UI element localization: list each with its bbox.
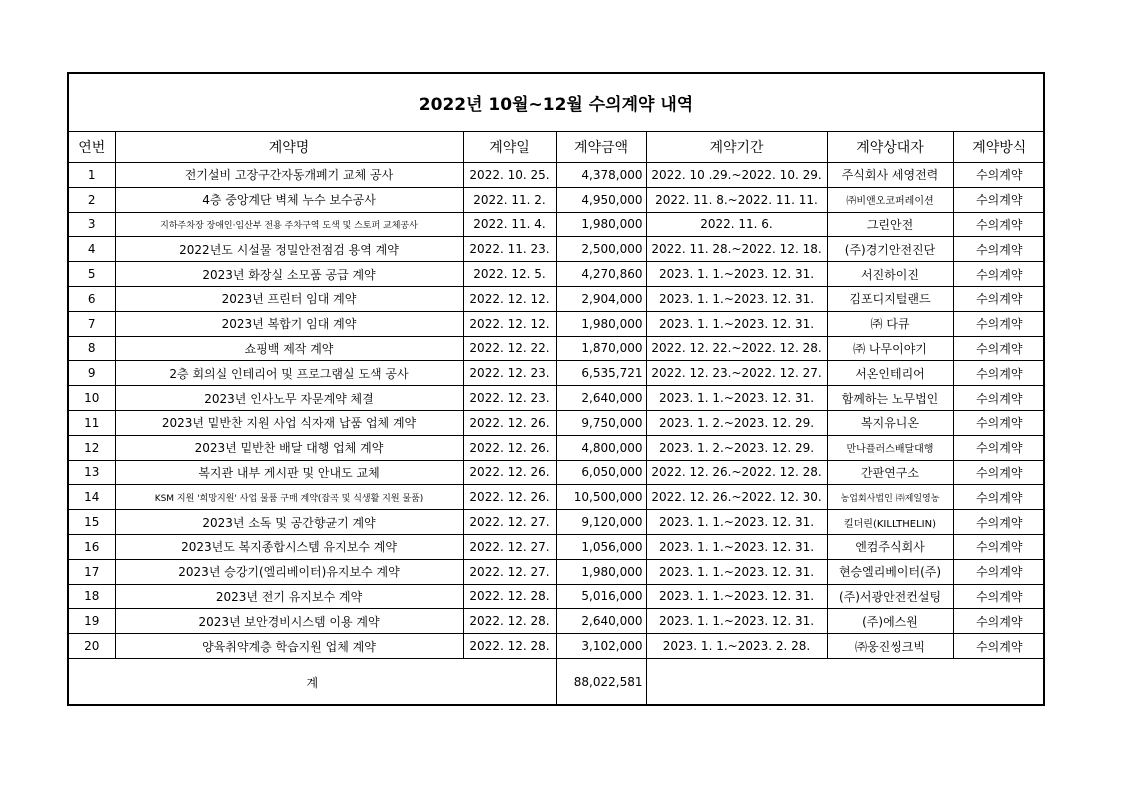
table-row [69,187,1045,212]
table-row [69,262,1045,287]
header-no: 연번 [69,132,115,163]
cell-party: 킬더린(KILLTHELIN) [827,510,953,535]
table-row [69,386,1045,411]
cell-amount: 1,980,000 [556,212,646,237]
cell-party: 엔컴주식회사 [827,534,953,559]
cell-date: 2022. 12. 26. [463,485,556,510]
table-row [69,410,1045,435]
cell-method: 수의계약 [953,485,1045,510]
cell-name: 쇼핑백 제작 계약 [115,336,463,361]
cell-no: 17 [69,559,115,584]
cell-name: 2023년 프린터 임대 계약 [115,286,463,311]
cell-date: 2022. 11. 4. [463,212,556,237]
table-row [69,510,1045,535]
cell-method: 수의계약 [953,559,1045,584]
cell-no: 1 [69,163,115,188]
header-period: 계약기간 [646,132,827,163]
cell-date: 2022. 12. 26. [463,435,556,460]
table-row [69,460,1045,485]
header-party: 계약상대자 [827,132,953,163]
cell-amount: 6,050,000 [556,460,646,485]
cell-name: 2023년 인사노무 자문계약 체결 [115,386,463,411]
cell-method: 수의계약 [953,286,1045,311]
cell-name: 양육취약계층 학습지원 업체 계약 [115,634,463,659]
cell-no: 4 [69,237,115,262]
cell-party: 현승엘리베이터(주) [827,559,953,584]
cell-period: 2022. 11. 28.~2022. 12. 18. [646,237,827,262]
cell-no: 14 [69,485,115,510]
cell-party: ㈜웅진씽크빅 [827,634,953,659]
table-row [69,311,1045,336]
cell-no: 11 [69,410,115,435]
cell-amount: 4,800,000 [556,435,646,460]
cell-no: 9 [69,361,115,386]
cell-no: 2 [69,187,115,212]
cell-date: 2022. 12. 28. [463,609,556,634]
cell-name: 전기설비 고장구간자동개폐기 교체 공사 [115,163,463,188]
cell-party: 김포디지털랜드 [827,286,953,311]
cell-party: (주)에스원 [827,609,953,634]
cell-period: 2022. 12. 22.~2022. 12. 28. [646,336,827,361]
cell-method: 수의계약 [953,361,1045,386]
table-row [69,237,1045,262]
cell-method: 수의계약 [953,609,1045,634]
cell-date: 2022. 12. 26. [463,460,556,485]
cell-amount: 1,980,000 [556,559,646,584]
cell-date: 2022. 12. 23. [463,361,556,386]
table-row [69,212,1045,237]
cell-period: 2023. 1. 1.~2023. 12. 31. [646,584,827,609]
cell-date: 2022. 12. 12. [463,311,556,336]
cell-name: 2023년 밑반찬 지원 사업 식자재 납품 업체 계약 [115,410,463,435]
cell-amount: 2,500,000 [556,237,646,262]
cell-name: 지하주차장 장애인·임산부 전용 주차구역 도색 및 스토퍼 교체공사 [115,212,463,237]
cell-name: 2023년 복합기 임대 계약 [115,311,463,336]
contract-sheet [67,72,1045,706]
cell-method: 수의계약 [953,262,1045,287]
contracts-table [69,132,1045,706]
cell-party: (주)경기안전진단 [827,237,953,262]
cell-method: 수의계약 [953,336,1045,361]
cell-method: 수의계약 [953,212,1045,237]
total-label: 계 [69,658,556,706]
cell-period: 2022. 11. 6. [646,212,827,237]
cell-no: 5 [69,262,115,287]
cell-date: 2022. 11. 2. [463,187,556,212]
total-blank [646,658,1045,706]
table-row [69,609,1045,634]
cell-amount: 1,980,000 [556,311,646,336]
cell-amount: 9,120,000 [556,510,646,535]
cell-party: 간판연구소 [827,460,953,485]
cell-period: 2023. 1. 2.~2023. 12. 29. [646,410,827,435]
cell-period: 2023. 1. 1.~2023. 12. 31. [646,609,827,634]
cell-party: 만나플러스배달대행 [827,435,953,460]
cell-method: 수의계약 [953,510,1045,535]
cell-method: 수의계약 [953,634,1045,659]
cell-name: KSM 지원 '희망지원' 사업 물품 구매 계약(잡곡 및 식생활 지원 물품) [115,485,463,510]
page-title: 2022년 10월~12월 수의계약 내역 [69,74,1043,132]
header-method: 계약방식 [953,132,1045,163]
header-name: 계약명 [115,132,463,163]
cell-party: (주)서광안전컨설팅 [827,584,953,609]
table-row [69,286,1045,311]
cell-period: 2022. 12. 26.~2022. 12. 28. [646,460,827,485]
cell-no: 8 [69,336,115,361]
table-row [69,634,1045,659]
cell-period: 2023. 1. 1.~2023. 12. 31. [646,534,827,559]
cell-name: 2023년 보안경비시스템 이용 계약 [115,609,463,634]
table-row [69,435,1045,460]
cell-date: 2022. 12. 5. [463,262,556,287]
cell-period: 2023. 1. 1.~2023. 12. 31. [646,311,827,336]
cell-amount: 6,535,721 [556,361,646,386]
cell-method: 수의계약 [953,311,1045,336]
cell-amount: 10,500,000 [556,485,646,510]
cell-no: 16 [69,534,115,559]
header-amount: 계약금액 [556,132,646,163]
cell-no: 12 [69,435,115,460]
cell-no: 6 [69,286,115,311]
cell-name: 2023년 소독 및 공간향균기 계약 [115,510,463,535]
cell-amount: 1,056,000 [556,534,646,559]
cell-method: 수의계약 [953,435,1045,460]
cell-name: 2023년 화장실 소모품 공급 계약 [115,262,463,287]
cell-amount: 4,378,000 [556,163,646,188]
cell-date: 2022. 11. 23. [463,237,556,262]
cell-date: 2022. 12. 27. [463,510,556,535]
cell-name: 2022년도 시설물 정밀안전점검 용역 계약 [115,237,463,262]
cell-date: 2022. 10. 25. [463,163,556,188]
cell-method: 수의계약 [953,187,1045,212]
total-amount: 88,022,581 [556,658,646,706]
cell-method: 수의계약 [953,584,1045,609]
cell-amount: 1,870,000 [556,336,646,361]
cell-period: 2023. 1. 1.~2023. 2. 28. [646,634,827,659]
cell-party: 복지유니온 [827,410,953,435]
cell-no: 20 [69,634,115,659]
cell-party: ㈜ 나무이야기 [827,336,953,361]
cell-amount: 4,270,860 [556,262,646,287]
cell-amount: 2,904,000 [556,286,646,311]
cell-period: 2023. 1. 1.~2023. 12. 31. [646,386,827,411]
cell-no: 18 [69,584,115,609]
cell-method: 수의계약 [953,237,1045,262]
cell-date: 2022. 12. 28. [463,634,556,659]
cell-no: 10 [69,386,115,411]
table-row [69,559,1045,584]
cell-method: 수의계약 [953,534,1045,559]
cell-party: ㈜비앤오코퍼레이션 [827,187,953,212]
cell-period: 2023. 1. 2.~2023. 12. 29. [646,435,827,460]
cell-name: 2023년 전기 유지보수 계약 [115,584,463,609]
cell-no: 3 [69,212,115,237]
cell-amount: 4,950,000 [556,187,646,212]
cell-date: 2022. 12. 28. [463,584,556,609]
cell-name: 2023년 밑반찬 배달 대행 업체 계약 [115,435,463,460]
table-body [69,163,1045,659]
table-row [69,584,1045,609]
cell-date: 2022. 12. 23. [463,386,556,411]
cell-name: 4층 중앙계단 벽체 누수 보수공사 [115,187,463,212]
cell-amount: 2,640,000 [556,386,646,411]
cell-date: 2022. 12. 22. [463,336,556,361]
cell-name: 복지관 내부 게시판 및 안내도 교체 [115,460,463,485]
table-row [69,485,1045,510]
table-row [69,534,1045,559]
cell-amount: 2,640,000 [556,609,646,634]
cell-amount: 3,102,000 [556,634,646,659]
cell-amount: 5,016,000 [556,584,646,609]
cell-date: 2022. 12. 12. [463,286,556,311]
cell-date: 2022. 12. 26. [463,410,556,435]
cell-party: ㈜ 다큐 [827,311,953,336]
cell-name: 2023년도 복지종합시스템 유지보수 계약 [115,534,463,559]
cell-period: 2023. 1. 1.~2023. 12. 31. [646,262,827,287]
cell-party: 서온인테리어 [827,361,953,386]
cell-party: 그린안전 [827,212,953,237]
cell-party: 함께하는 노무법인 [827,386,953,411]
cell-name: 2층 회의실 인테리어 및 프로그램실 도색 공사 [115,361,463,386]
total-row [69,658,1045,706]
cell-no: 7 [69,311,115,336]
cell-no: 13 [69,460,115,485]
cell-period: 2023. 1. 1.~2023. 12. 31. [646,559,827,584]
cell-method: 수의계약 [953,386,1045,411]
table-row [69,336,1045,361]
cell-date: 2022. 12. 27. [463,534,556,559]
cell-period: 2023. 1. 1.~2023. 12. 31. [646,510,827,535]
cell-period: 2022. 11. 8.~2022. 11. 11. [646,187,827,212]
cell-method: 수의계약 [953,410,1045,435]
cell-method: 수의계약 [953,163,1045,188]
cell-period: 2022. 10 .29.~2022. 10. 29. [646,163,827,188]
header-row [69,132,1045,163]
cell-period: 2022. 12. 26.~2022. 12. 30. [646,485,827,510]
cell-party: 농업회사법인 ㈜제일영농 [827,485,953,510]
cell-name: 2023년 승강기(엘리베이터)유지보수 계약 [115,559,463,584]
header-date: 계약일 [463,132,556,163]
cell-period: 2023. 1. 1.~2023. 12. 31. [646,286,827,311]
cell-date: 2022. 12. 27. [463,559,556,584]
cell-no: 19 [69,609,115,634]
cell-party: 서진하이진 [827,262,953,287]
cell-no: 15 [69,510,115,535]
cell-period: 2022. 12. 23.~2022. 12. 27. [646,361,827,386]
cell-method: 수의계약 [953,460,1045,485]
cell-amount: 9,750,000 [556,410,646,435]
table-row [69,163,1045,188]
cell-party: 주식회사 세영전력 [827,163,953,188]
table-row [69,361,1045,386]
